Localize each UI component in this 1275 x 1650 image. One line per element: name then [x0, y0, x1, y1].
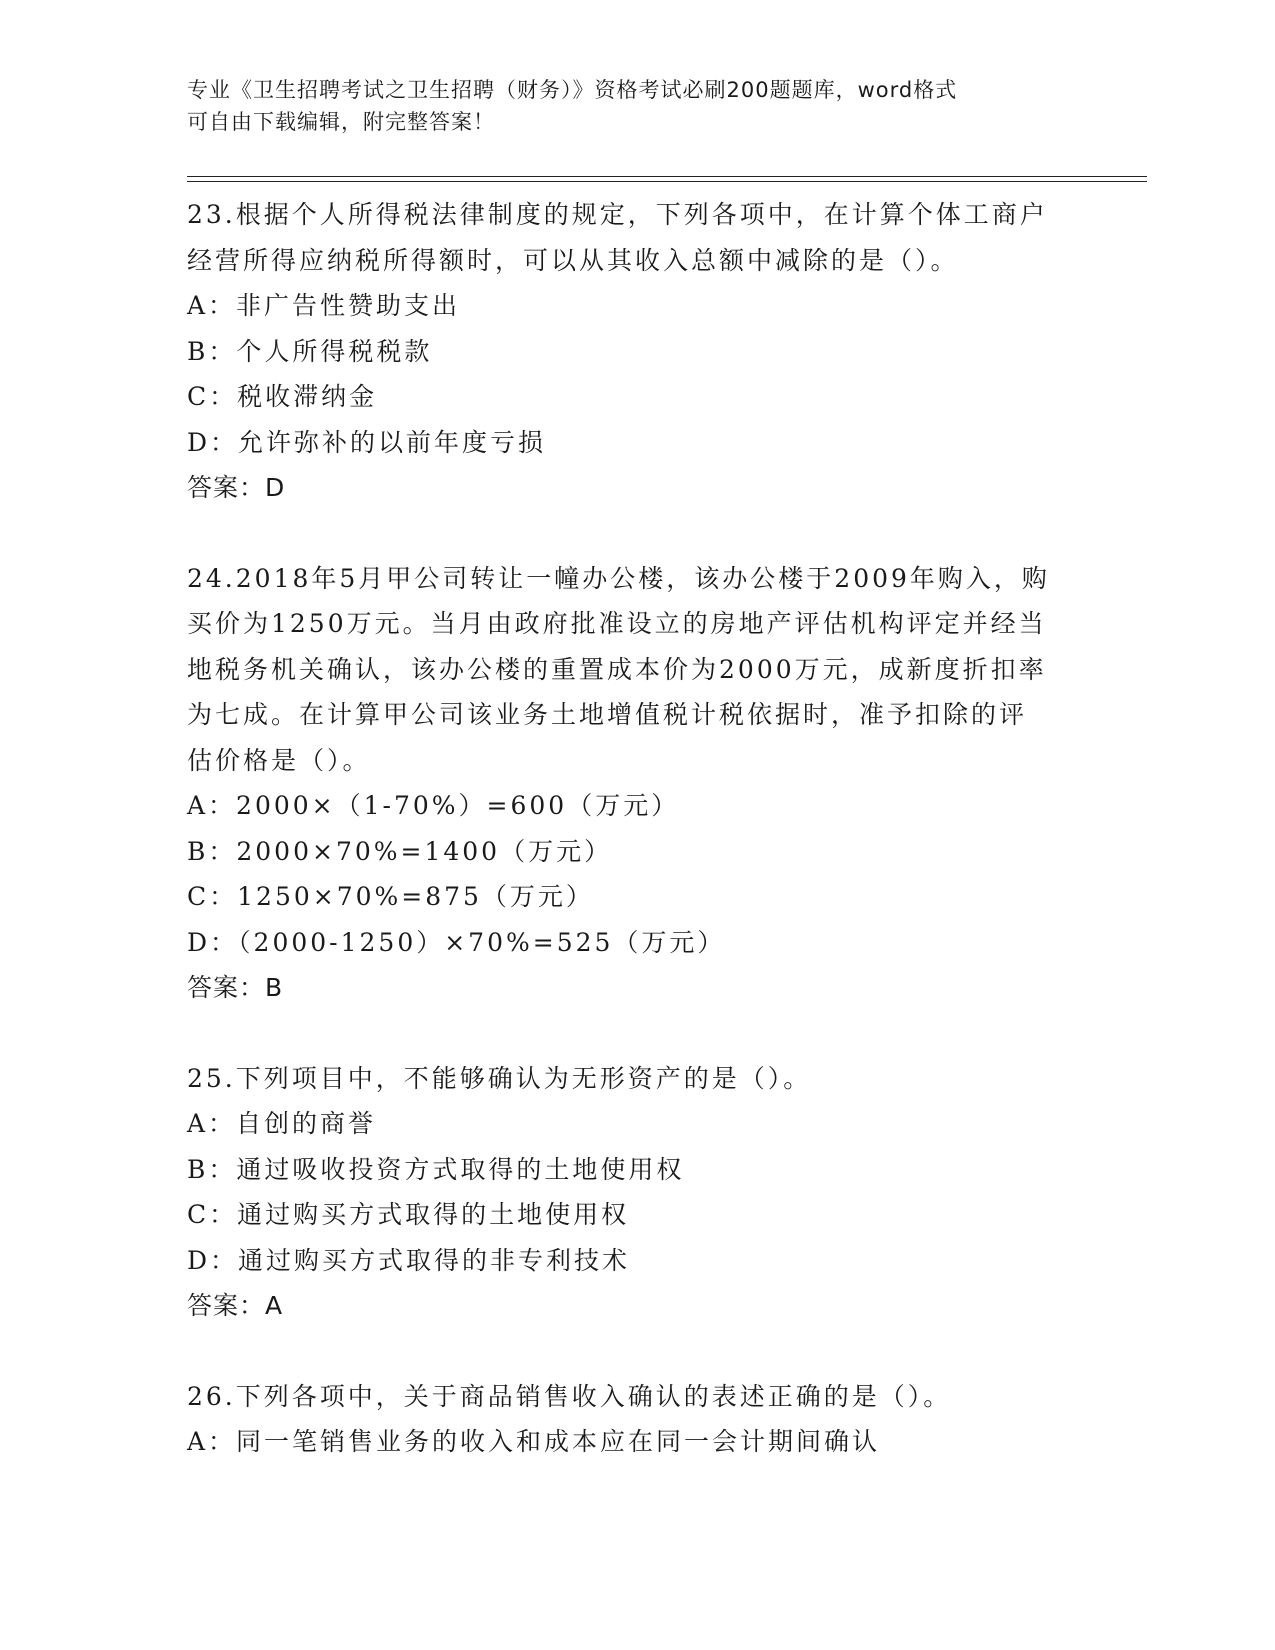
option-a: A：非广告性赞助支出: [187, 291, 461, 320]
option-d: D：（2000-1250）×70%=525（万元）: [187, 927, 726, 957]
question-text-line: 为七成。在计算甲公司该业务土地增值税计税依据时，准予扣除的评: [187, 700, 1028, 729]
question-spacer: [187, 1329, 1087, 1374]
header-divider-bottom: [187, 181, 1147, 182]
option-b: B：通过吸收投资方式取得的土地使用权: [187, 1154, 685, 1184]
option-a: A：同一笔销售业务的收入和成本应在同一会计期间确认: [187, 1427, 881, 1456]
option-d: D：允许弥补的以前年度亏损: [187, 427, 547, 457]
answer-line: 答案：D: [187, 473, 286, 502]
question-text-line: 估价格是（）。: [187, 745, 371, 775]
question-text-line: 地税务机关确认，该办公楼的重置成本价为2000万元，成新度折扣率: [187, 654, 1047, 684]
header-line-1: 专业《卫生招聘考试之卫生招聘（财务）》资格考试必刷200题题库，word格式: [187, 78, 958, 102]
option-c: C：1250×70%=875（万元）: [187, 882, 594, 911]
question-text-line: 23.根据个人所得税法律制度的规定，下列各项中，在计算个体工商户: [187, 200, 1048, 229]
option-a: A：2000×（1-70%）=600（万元）: [187, 791, 680, 820]
question-25: [187, 1056, 1087, 1329]
question-24: [187, 556, 1087, 1011]
option-c: C：通过购买方式取得的土地使用权: [187, 1200, 630, 1229]
question-spacer: [187, 511, 1087, 556]
option-b: B：个人所得税税款: [187, 336, 433, 366]
question-spacer: [187, 1011, 1087, 1056]
header-line-2: 可自由下载编辑，附完整答案！: [187, 110, 495, 134]
question-list: [187, 192, 1087, 1465]
option-c: C：税收滞纳金: [187, 382, 378, 411]
option-d: D：通过购买方式取得的非专利技术: [187, 1245, 631, 1275]
answer-line: 答案：A: [187, 1291, 284, 1320]
answer-line: 答案：B: [187, 973, 284, 1002]
question-text-line: 26.下列各项中，关于商品销售收入确认的表述正确的是（）。: [187, 1381, 952, 1411]
question-26: [187, 1374, 1087, 1465]
option-a: A：自创的商誉: [187, 1109, 377, 1138]
question-23: [187, 192, 1087, 511]
header-divider-top: [187, 176, 1147, 177]
document-header: [187, 74, 1087, 138]
option-b: B：2000×70%=1400（万元）: [187, 836, 613, 866]
question-text-line: 25.下列项目中，不能够确认为无形资产的是（）。: [187, 1063, 812, 1093]
question-text-line: 买价为1250万元。当月由政府批准设立的房地产评估机构评定并经当: [187, 609, 1047, 638]
question-text-line: 经营所得应纳税所得额时，可以从其收入总额中减除的是（）。: [187, 245, 959, 275]
question-text-line: 24.2018年5月甲公司转让一幢办公楼，该办公楼于2009年购入，购: [187, 563, 1050, 593]
